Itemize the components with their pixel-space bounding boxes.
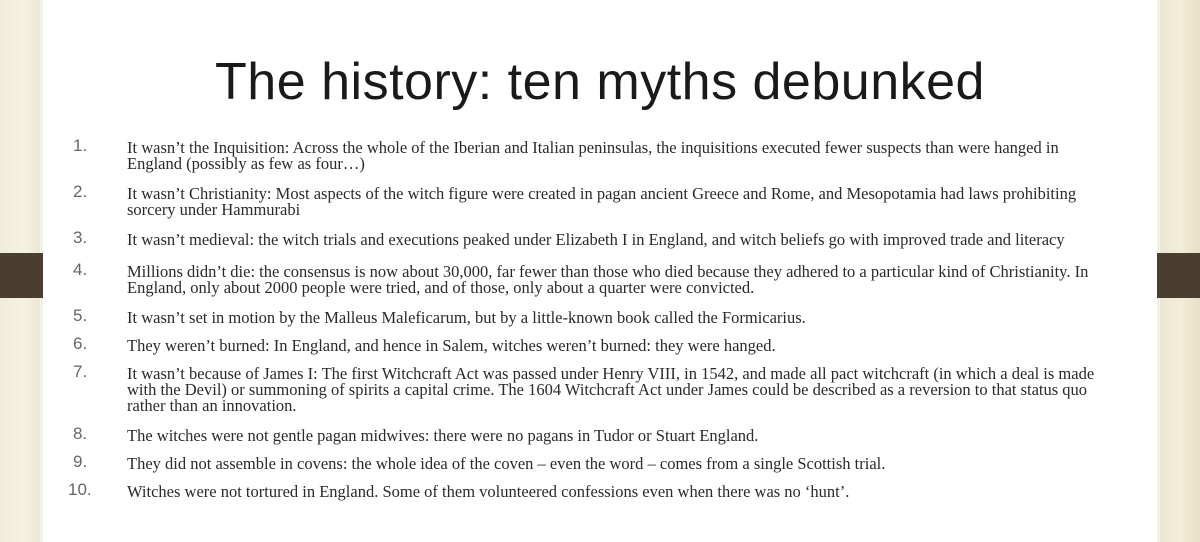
item-text: The witches were not gentle pagan midwives: there were no pagans in Tudor or Stuart England. [127, 426, 759, 445]
item-number: 8. [73, 424, 88, 443]
item-number: 4. [73, 260, 88, 279]
list-item [43, 424, 1157, 445]
list-item [43, 136, 1157, 173]
list-item [43, 480, 1157, 501]
item-number: 1. [73, 136, 88, 155]
item-text: It wasn’t the Inquisition: Across the whole of the Iberian and Italian peninsulas, the inquisitions executed fewer suspects than were hanged in England (possibly as few as four…) [127, 138, 1059, 173]
list-item [43, 228, 1157, 249]
item-text: They weren’t burned: In England, and hence in Salem, witches weren’t burned: they were hanged. [127, 336, 776, 355]
item-text: It wasn’t set in motion by the Malleus Maleficarum, but by a little-known book called the Formicarius. [127, 308, 806, 327]
item-number: 9. [73, 452, 88, 471]
item-text: It wasn’t Christianity: Most aspects of the witch figure were created in pagan ancient Greece and Rome, and Mesopotamia had laws prohibiting sorcery under Hammurabi [127, 184, 1077, 219]
item-text: It wasn’t because of James I: The first Witchcraft Act was passed under Henry VIII, in 1542, and made all pact witchcraft (in which a deal is made with the Devil) or summoning of spirits a capital crime. The 1604 Witchcraft Act under James could be described as a reversion to that status quo rather than an innovation. [127, 364, 1095, 415]
item-text: It wasn’t medieval: the witch trials and executions peaked under Elizabeth I in England, and witch beliefs go with improved trade and literacy [127, 230, 1065, 249]
item-text: Millions didn’t die: the consensus is now about 30,000, far fewer than those who died because they adhered to a particular kind of Christianity. In England, only about 2000 people were tried, and of those, only about a quarter were convicted. [127, 262, 1089, 297]
list-item [43, 306, 1157, 327]
item-number: 6. [73, 334, 88, 353]
myth-list [43, 136, 1157, 501]
slide [43, 0, 1157, 542]
list-item [43, 452, 1157, 473]
list-item [43, 334, 1157, 355]
item-text: Witches were not tortured in England. Some of them volunteered confessions even when there was no ‘hunt’. [127, 482, 850, 501]
item-number: 7. [73, 362, 88, 381]
slide-title: The history: ten myths debunked [215, 53, 985, 111]
list-item [43, 362, 1157, 415]
list-item [43, 260, 1157, 297]
item-number: 5. [73, 306, 88, 325]
item-number: 2. [73, 182, 88, 201]
item-number: 3. [73, 228, 88, 247]
list-item [43, 182, 1157, 219]
item-text: They did not assemble in covens: the whole idea of the coven – even the word – comes from a single Scottish trial. [127, 454, 886, 473]
item-number: 10. [68, 480, 92, 499]
